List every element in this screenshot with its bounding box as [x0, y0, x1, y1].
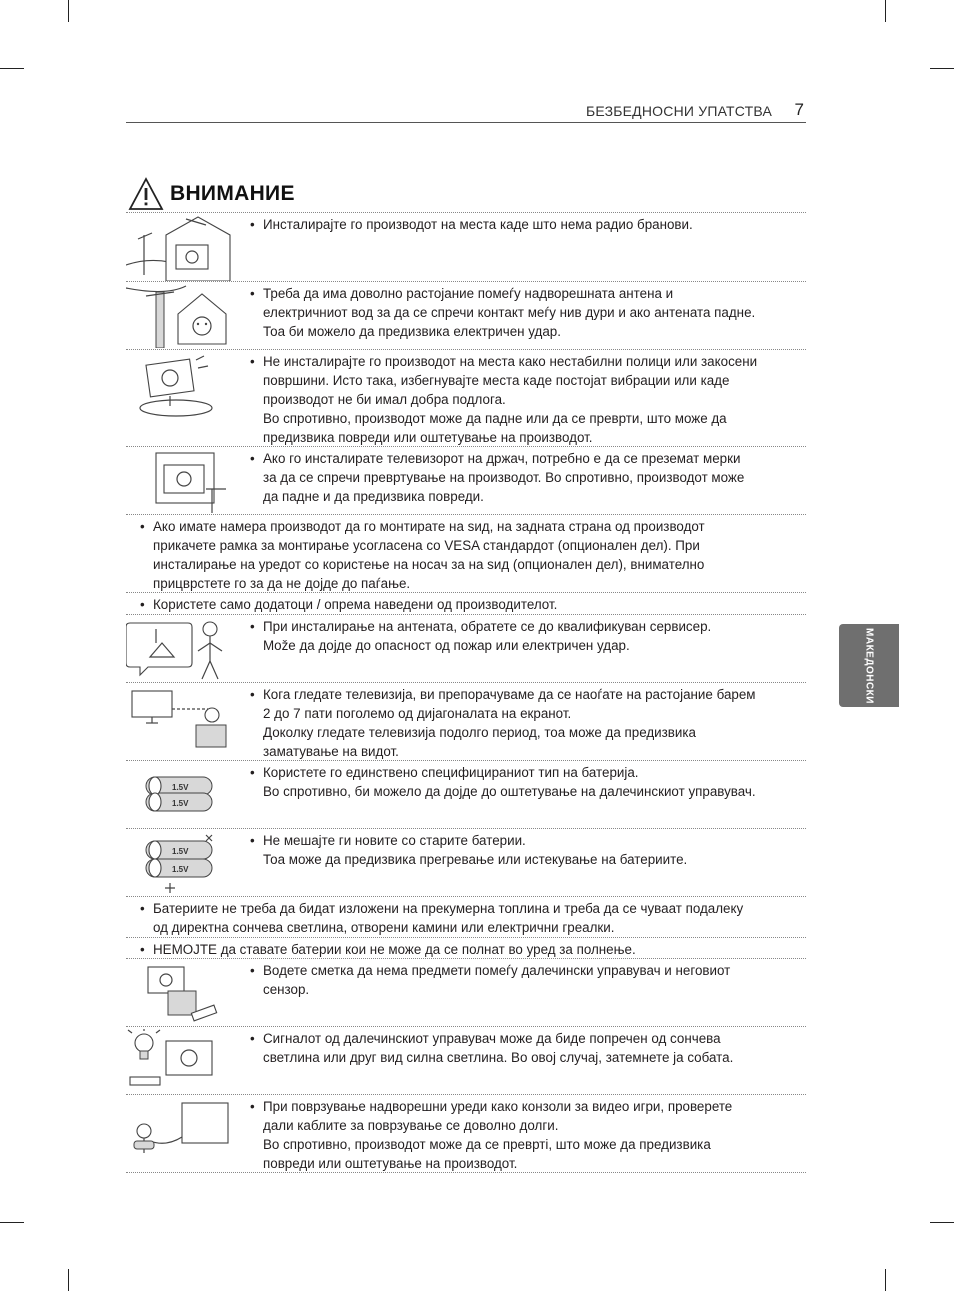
crop-mark: [885, 0, 886, 22]
strong-light-illustration: [126, 1029, 231, 1093]
list-item: [126, 593, 806, 615]
instruction-text: • Водете сметка да нема предмети помеѓу далечински управувач и неговиот сензор.: [250, 963, 731, 997]
list-item: [126, 829, 806, 897]
crop-mark: [0, 1222, 24, 1223]
crop-mark: [930, 1222, 954, 1223]
list-item: [126, 683, 806, 761]
instruction-text: • Не мешајте ги новите со старите батерии. Тоа може да предизвика прегревање или истекување на батериите.: [250, 833, 688, 867]
list-item: [126, 1095, 806, 1173]
instruction-text: • При поврзување надворешни уреди како конзоли за видео игри, проверете дали каблите за поврзување се доволно долги. Во спротивно, производот може да се превртi, што може да предизвика повреди или оштетување на производот.: [250, 1099, 733, 1171]
list-item: [126, 515, 806, 593]
instruction-text: • Ако го инсталирате телевизорот на држач, потребно е да се преземат мерки за да се спречи превртување на производот. Во спротивно, производот може да падне и да предизвика повреди.: [250, 451, 745, 504]
unstable-shelf-illustration: [126, 352, 231, 422]
list-item: [126, 282, 806, 350]
list-item: [126, 959, 806, 1027]
instruction-text: • Користете само додатоци / опрема наведени од производителот.: [140, 597, 558, 612]
instruction-text: • Сигналот од далечинскиот управувач може да биде попречен од сончева светлина или друг вид силна светлина. Во овој случај, затемнете ја собата.: [250, 1031, 734, 1065]
instruction-text: • Инсталирајте го производот на места каде што нема радио бранови.: [250, 217, 693, 232]
antenna-technician-illustration: [126, 617, 231, 681]
list-item: [126, 212, 806, 282]
section-title: БЕЗБЕДНОСНИ УПАТСТВА: [585, 103, 772, 119]
instruction-text: • Користете го единствено специфицираниот тип на батерија. Во спротивно, би можело да дојде до оштетување на далечинскиот управувач.: [250, 765, 756, 799]
list-item: [126, 447, 806, 515]
battery-label: 1.5V: [172, 865, 189, 874]
battery-label: 1.5V: [172, 799, 189, 808]
crop-mark: [68, 0, 69, 22]
instruction-text: • Треба да има доволно растојание помеѓу надворешната антена и електричниот вод за да се спречи контакт меѓу нив дури и ако антената падне. Тоа би можело да предизвика електричен удар.: [250, 286, 756, 339]
language-tab[interactable]: [839, 624, 899, 707]
list-item: [126, 938, 806, 959]
game-console-cable-illustration: [126, 1097, 231, 1163]
page-header: [126, 100, 806, 123]
instruction-text: • Не инсталирајте го производот на места како нестабилни полици или закосени површини. Исто така, избегнувајте места каде постојат вибрации или каде производот не би имал добра подлога. Во спротивно, производот може да падне или да се преврти, што може да предизвика повреди или оштетување на производот.: [250, 354, 758, 445]
crop-mark: [930, 68, 954, 69]
instruction-text: • Кога гледате телевизија, ви препорачуваме да се наоѓате на растојание барем 2 до 7 пати поголемо од дијагоналата на екранот. Доколку гледате телевизија подолго период, тоа може да предизвика заматување на видот.: [250, 687, 756, 759]
list-item: [126, 615, 806, 683]
warning-icon: [128, 177, 164, 211]
instruction-text: • При инсталирање на антената, обратете се до квалификуван сервисер. Мože да дојде до опасност од пожар или електричен удар.: [250, 619, 712, 653]
viewing-distance-illustration: [126, 685, 231, 751]
antenna-powerline-illustration: [126, 284, 231, 348]
language-tab-label: МАКЕДОНСКИ: [863, 627, 875, 704]
page-number: 7: [794, 100, 804, 119]
battery-label: 1.5V: [172, 783, 189, 792]
house-antenna-illustration: [126, 215, 231, 281]
tv-bracket-illustration: [126, 449, 231, 513]
list-item: [126, 350, 806, 447]
battery-illustration: [126, 763, 231, 827]
list-item: [126, 761, 806, 829]
instruction-text: • Ако имате намера производот да го монтирате на ѕид, на задната страна од производот прикачете рамка за монтирање усогласена со VESA стандардот (опционален дел). При инсталирање на уредот со користење на носач за на ѕид (опционален дел), внимателно прицврстете го за да не дојде до паѓање.: [140, 519, 705, 591]
caution-title: ВНИМАНИЕ: [170, 182, 295, 205]
instruction-text: • Батериите не треба да бидат изложени на прекумерна топлина и треба да се чуваат подалеку од директна сончева светлина, отворени камини или електрични греалки.: [140, 901, 744, 935]
crop-mark: [68, 1269, 69, 1291]
list-item: [126, 897, 806, 938]
remote-obstacle-illustration: [126, 961, 231, 1025]
crop-mark: [885, 1269, 886, 1291]
mixed-battery-illustration: [126, 831, 231, 895]
instruction-text: • НЕМОЈТЕ да ставате батерии кои не може да се полнат во уред за полнење.: [140, 942, 636, 957]
crop-mark: [0, 68, 24, 69]
battery-label: 1.5V: [172, 847, 189, 856]
list-item: [126, 1027, 806, 1095]
caution-heading: [128, 176, 295, 212]
